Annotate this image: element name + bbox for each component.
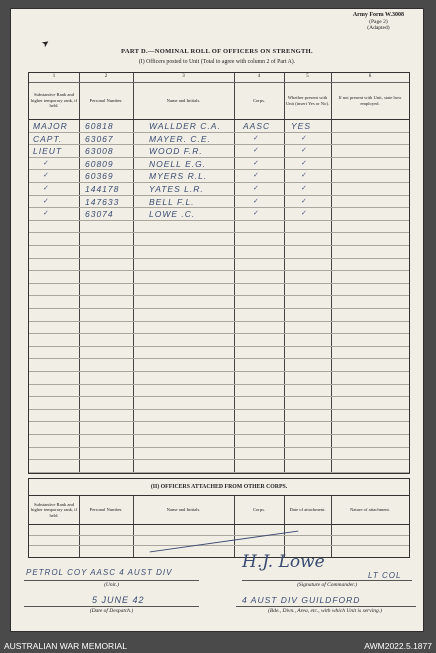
unit-handwritten: PETROL COY AASC 4 AUST DIV <box>26 568 173 577</box>
row-rule <box>29 283 409 284</box>
formation-handwritten: 4 AUST DIV GUILDFORD <box>242 595 361 605</box>
footer-institution: AUSTRALIAN WAR MEMORIAL <box>4 641 127 651</box>
cell-corps: ✓ <box>253 209 259 218</box>
s2-header-nature: Nature of attachment. <box>350 507 390 513</box>
column-number-3: 3 <box>182 74 185 79</box>
row-rule <box>29 358 409 359</box>
s2-header-rank: Substantive Rank and higher temporary rank, if held. <box>30 501 78 518</box>
header-present: Whether present with Unit (insert Yes or No). <box>285 95 330 106</box>
cell-present: YES <box>291 121 312 131</box>
s2-header-name: Name and Initials. <box>166 507 201 513</box>
formation-caption: (Bde., Divn., Area, etc., with which Unit is serving.) <box>268 608 382 614</box>
column-number-1: 1 <box>52 74 56 79</box>
cell-corps: AASC <box>243 121 271 131</box>
row-rule <box>29 169 409 170</box>
column-number-4: 4 <box>257 74 261 79</box>
row-rule <box>29 308 409 309</box>
row-rule <box>29 182 409 183</box>
row-rule <box>29 409 409 410</box>
arrow-icon: ➤ <box>39 36 52 50</box>
cell-number: 147633 <box>85 196 120 207</box>
row-rule <box>29 132 409 133</box>
row-rule <box>29 396 409 397</box>
cell-number: 63008 <box>85 146 114 157</box>
s2-header-personal-number: Personal Number. <box>89 507 123 513</box>
officers-on-strength-table <box>28 72 410 474</box>
form-id: Army Form W.3008 <box>352 12 404 18</box>
s2-header-corps: Corps. <box>252 507 266 513</box>
cell-present: ✓ <box>301 209 307 218</box>
column-number-6: 6 <box>368 74 372 79</box>
form-page <box>10 8 424 632</box>
cell-present: ✓ <box>301 146 307 155</box>
row-rule <box>29 434 409 435</box>
cell-corps: ✓ <box>253 184 259 192</box>
column-number-2: 2 <box>104 74 108 79</box>
cell-name: MYERS R.L. <box>149 171 208 182</box>
part-subtitle: (I) Officers posted to Unit (Total to agree with column 2 of Part A). <box>138 59 296 65</box>
header-personal-number: Personal Number. <box>89 97 123 103</box>
cell-name: MAYER. C.E. <box>149 133 211 144</box>
despatch-date-handwritten: 5 JUNE 42 <box>92 595 145 605</box>
cell-number: 63074 <box>85 209 114 220</box>
row-rule <box>29 421 409 422</box>
row-rule <box>29 245 409 246</box>
section2-title: (II) OFFICERS ATTACHED FROM OTHER CORPS. <box>150 484 288 490</box>
cell-present: ✓ <box>301 196 307 205</box>
commander-signature: H.J. Lowe <box>242 552 325 572</box>
cell-name: LOWE .C. <box>149 209 196 220</box>
row-rule <box>29 195 409 196</box>
cell-rank: ✓ <box>43 196 49 205</box>
header-name: Name and Initials. <box>166 97 201 103</box>
cell-name: NOELL E.G. <box>149 158 207 169</box>
header-employment: If not present with Unit, state how employed. <box>338 95 402 106</box>
s2-header-date: Date of attachment. <box>289 507 326 513</box>
cell-corps: ✓ <box>253 196 259 205</box>
cell-present: ✓ <box>301 184 307 192</box>
archive-footer <box>0 637 436 653</box>
row-rule <box>29 333 409 334</box>
strike-line <box>150 531 299 553</box>
cell-number: 63067 <box>85 133 114 144</box>
row-rule <box>29 220 409 221</box>
cell-present: ✓ <box>301 158 307 167</box>
cell-rank: LIEUT <box>33 146 63 157</box>
header-corps: Corps. <box>252 97 266 103</box>
unit-caption: (Unit.) <box>104 582 119 588</box>
row-rule <box>29 384 409 385</box>
cell-number: 60809 <box>85 158 114 169</box>
cell-rank: ✓ <box>43 171 49 180</box>
cell-corps: ✓ <box>253 133 259 142</box>
cell-rank: ✓ <box>43 209 49 218</box>
form-reference <box>353 12 404 32</box>
cell-rank: ✓ <box>43 184 49 192</box>
cell-number: 60369 <box>85 171 114 182</box>
cell-rank: MAJOR <box>33 121 68 131</box>
row-rule <box>29 371 409 372</box>
cell-number: 144178 <box>85 184 120 194</box>
row-rule <box>29 157 409 158</box>
cell-number: 60818 <box>85 121 114 131</box>
cell-corps: ✓ <box>253 158 259 167</box>
cell-name: WOOD F.R. <box>149 146 203 157</box>
column-number-5: 5 <box>306 74 309 79</box>
row-rule <box>29 447 409 448</box>
cell-name: WALLDER C.A. <box>149 121 221 131</box>
header-rank: Substantive Rank and higher temporary rank, if held. <box>30 92 78 109</box>
row-rule <box>29 346 409 347</box>
footer-accession-number: AWM2022.5.1877 <box>364 641 432 651</box>
row-rule <box>29 295 409 296</box>
cell-rank: CAPT. <box>33 133 63 144</box>
row-rule <box>29 321 409 322</box>
form-adapted: (Adapted) <box>367 25 390 31</box>
row-rule <box>29 207 409 208</box>
cell-present: ✓ <box>301 133 307 142</box>
row-rule <box>29 472 409 473</box>
cell-rank: ✓ <box>43 158 49 167</box>
cell-corps: ✓ <box>253 171 259 180</box>
row-rule <box>29 459 409 460</box>
signature-caption: (Signature of Commander.) <box>297 582 357 588</box>
row-rule <box>29 232 409 233</box>
despatch-date-caption: (Date of Despatch.) <box>89 608 134 614</box>
part-title: PART D.—NOMINAL ROLL OF OFFICERS ON STRENGTH. <box>121 48 313 55</box>
cell-present: ✓ <box>301 171 307 180</box>
row-rule <box>29 144 409 145</box>
cell-corps: ✓ <box>253 146 259 155</box>
form-page-number: (Page 2) <box>369 18 388 25</box>
officers-attached-table <box>28 478 410 558</box>
cell-name: BELL F.L. <box>149 196 195 207</box>
cell-name: YATES L.R. <box>149 184 204 194</box>
row-rule <box>29 258 409 259</box>
row-rule <box>29 270 409 271</box>
signature-rank: LT COL <box>368 571 402 580</box>
